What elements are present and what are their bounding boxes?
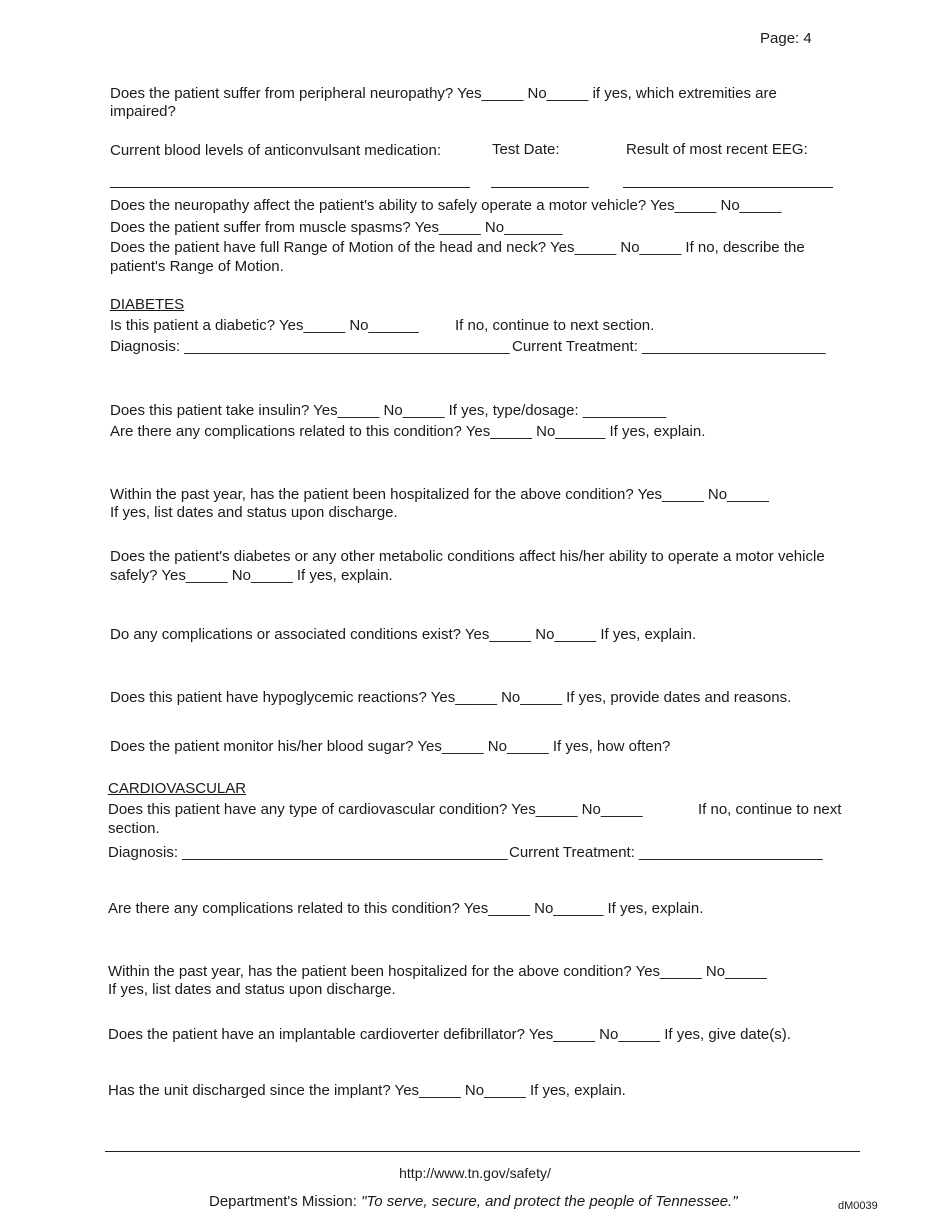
question-vehicle: Does the neuropathy affect the patient's ability to safely operate a motor vehicle? Yes_____ No_____ (110, 197, 782, 214)
question-metabolic-cont: safely? Yes_____ No_____ If yes, explain. (110, 567, 393, 584)
question-cardio-complications: Are there any complications related to this condition? Yes_____ No______ If yes, explain. (108, 900, 704, 917)
blood-levels-line[interactable] (110, 187, 470, 188)
footer-divider (105, 1151, 860, 1152)
question-hypoglycemic: Does this patient have hypoglycemic reactions? Yes_____ No_____ If yes, provide dates and reasons. (110, 689, 792, 706)
note-cardio-condition: If no, continue to next (698, 801, 842, 818)
label-test-date: Test Date: (492, 141, 560, 158)
question-diabetic: Is this patient a diabetic? Yes_____ No______ (110, 317, 419, 334)
label-blood-levels: Current blood levels of anticonvulsant medication: (110, 142, 442, 159)
cardio-treatment: Current Treatment: ______________________ (509, 844, 823, 861)
note-diabetic: If no, continue to next section. (455, 317, 655, 334)
heading-cardiovascular: CARDIOVASCULAR (108, 780, 247, 797)
question-unit-discharged: Has the unit discharged since the implant? Yes_____ No_____ If yes, explain. (108, 1082, 626, 1099)
mission-label: Department's Mission: (209, 1193, 357, 1210)
question-rom-cont: patient's Range of Motion. (110, 258, 284, 275)
test-date-line[interactable] (491, 187, 589, 188)
question-insulin: Does this patient take insulin? Yes_____ No_____ If yes, type/dosage: __________ (110, 402, 667, 419)
question-diabetes-complications: Are there any complications related to this condition? Yes_____ No______ If yes, explain. (110, 423, 706, 440)
eeg-line[interactable] (623, 187, 833, 188)
question-blood-sugar: Does the patient monitor his/her blood sugar? Yes_____ No_____ If yes, how often? (110, 738, 671, 755)
diabetes-diagnosis: Diagnosis: _______________________________________ (110, 338, 510, 355)
question-metabolic: Does the patient's diabetes or any other metabolic conditions affect his/her ability to operate a motor vehicle (110, 548, 825, 565)
question-associated-conditions: Do any complications or associated conditions exist? Yes_____ No_____ If yes, explain. (110, 626, 697, 643)
form-code: dM0039 (838, 1200, 878, 1212)
diabetes-treatment: Current Treatment: ______________________ (512, 338, 826, 355)
mission-text: "To serve, secure, and protect the people of Tennessee." (361, 1193, 738, 1210)
footer-url[interactable]: http://www.tn.gov/safety/ (399, 1165, 551, 1181)
question-neuropathy-cont: impaired? (110, 103, 176, 120)
page-number: Page: 4 (760, 30, 812, 47)
footer-mission (209, 1193, 738, 1211)
question-cardio-hospitalized-cont: If yes, list dates and status upon discharge. (108, 981, 396, 998)
question-diabetes-hospitalized: Within the past year, has the patient been hospitalized for the above condition? Yes_____ No_____ (110, 486, 769, 503)
question-diabetes-hospitalized-cont: If yes, list dates and status upon discharge. (110, 504, 398, 521)
question-cardio-condition-cont: section. (108, 820, 160, 837)
question-spasms: Does the patient suffer from muscle spasms? Yes_____ No_______ (110, 219, 563, 236)
question-cardio-hospitalized: Within the past year, has the patient been hospitalized for the above condition? Yes_____ No_____ (108, 963, 767, 980)
heading-diabetes: DIABETES (110, 296, 185, 313)
label-eeg: Result of most recent EEG: (626, 141, 808, 158)
question-defibrillator: Does the patient have an implantable cardioverter defibrillator? Yes_____ No_____ If yes, give date(s). (108, 1026, 791, 1043)
question-cardio-condition: Does this patient have any type of cardiovascular condition? Yes_____ No_____ (108, 801, 643, 818)
question-neuropathy: Does the patient suffer from peripheral neuropathy? Yes_____ No_____ if yes, which extremities are (110, 85, 777, 102)
question-rom: Does the patient have full Range of Motion of the head and neck? Yes_____ No_____ If no, describe the (110, 239, 805, 256)
cardio-diagnosis: Diagnosis: _______________________________________ (108, 844, 508, 861)
